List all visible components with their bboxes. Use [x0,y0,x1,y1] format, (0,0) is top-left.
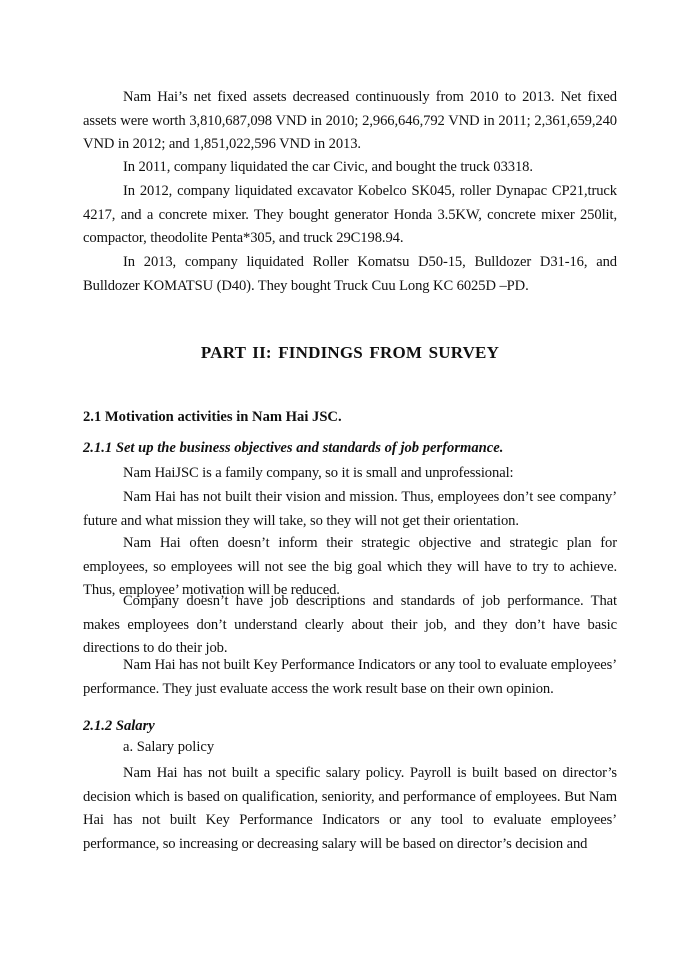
year-2011-paragraph: In 2011, company liquidated the car Civic, and bought the truck 03318. [123,159,533,175]
job-description-paragraph: Company doesn’t have job descriptions and standards of job performance. That makes employees don’t understand clearly about their job, and they don’t have basic directions to do their job. [83,593,617,656]
salary-policy-item: a. Salary policy [123,739,215,755]
assets-paragraph: Nam Hai’s net fixed assets decreased continuously from 2010 to 2013. Net fixed assets were worth 3,810,687,098 VND in 2010; 2,966,646,792 VND in 2011; 2,361,659,240 VND in 2012; and 1,851,022,596 VND in 2013. [83,89,617,152]
vision-paragraph: Nam Hai has not built their vision and mission. Thus, employees don’t see company’ future and what mission they will take, so they will not get their orientation. [83,489,617,529]
year-2012-paragraph: In 2012, company liquidated excavator Kobelco SK045, roller Dynapac CP21,truck 4217, and a concrete mixer. They bought generator Honda 3.5KW, concrete mixer 250lit, compactor, theodolite Penta*305, and truck 29C198.94. [83,183,617,246]
kpi-paragraph: Nam Hai has not built Key Performance Indicators or any tool to evaluate employees’ performance. They just evaluate access the work result base on their own opinion. [83,657,617,697]
family-company-paragraph: Nam HaiJSC is a family company, so it is small and unprofessional: [123,465,514,481]
part-title: PART II: FINDINGS FROM SURVEY [200,343,500,362]
section-2-1-heading: 2.1 Motivation activities in Nam Hai JSC. [83,409,342,425]
strategy-paragraph: Nam Hai often doesn’t inform their strategic objective and strategic plan for employees, so employees will not see the big goal which they will have to try to achieve. Thus, employee’ motivation will be reduced. [83,535,617,598]
section-2-1-1-heading: 2.1.1 Set up the business objectives and standards of job performance. [83,440,504,456]
section-2-1-2-heading: 2.1.2 Salary [83,718,155,734]
year-2013-paragraph: In 2013, company liquidated Roller Komatsu D50-15, Bulldozer D31-16, and Bulldozer KOMATSU (D40). They bought Truck Cuu Long KC 6025D –PD. [83,254,617,294]
salary-policy-paragraph: Nam Hai has not built a specific salary policy. Payroll is built based on director’s decision which is based on qualification, seniority, and performance of employees. But Nam Hai has not built Key Performance Indicators or any tool to evaluate employees’ performance, so increasing or decreasing salary will be based on director’s decision and [83,765,617,852]
